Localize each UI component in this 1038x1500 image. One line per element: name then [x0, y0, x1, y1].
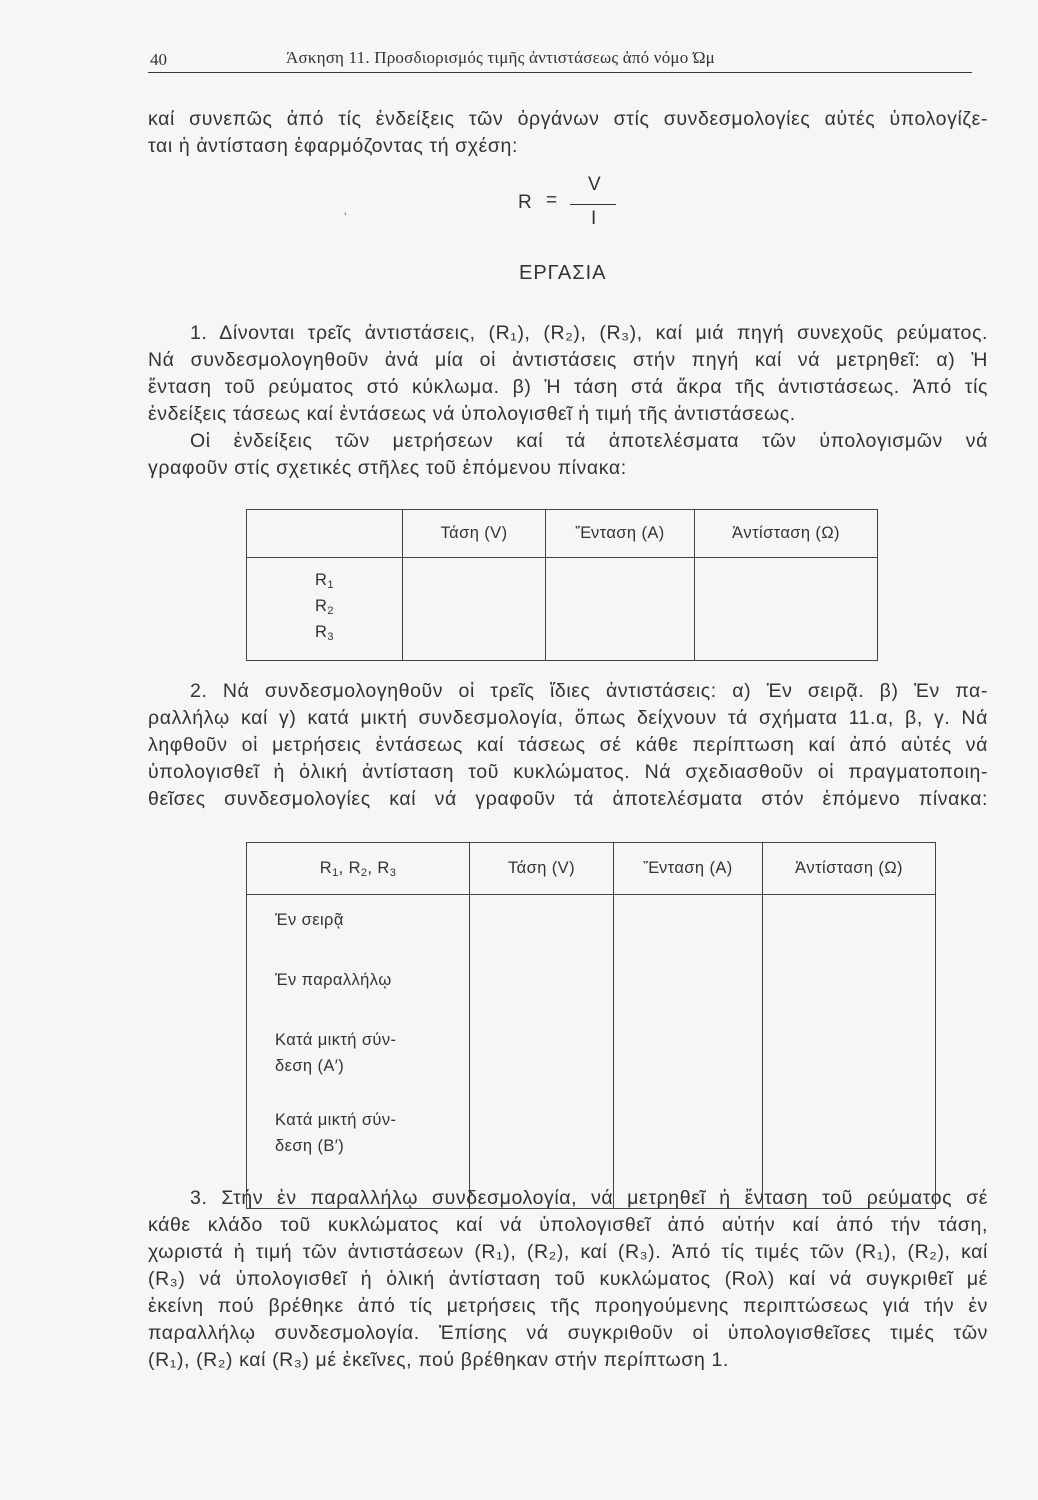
table2-header-resistance: Ἀντίσταση (Ω)	[763, 843, 936, 895]
task3-line-1: 3. Στήν ἐν παραλλήλῳ συνδεσμολογία, νά μετρηθεῖ ἡ ἔνταση τοῦ ρεύματος σέ	[190, 1187, 988, 1209]
task1-line-5: Οἱ ἐνδείξεις τῶν μετρήσεων καί τά ἀποτελέσματα τῶν ὑπολογισμῶν νά	[190, 430, 988, 452]
table1-body-row	[247, 558, 878, 661]
task3-line-5: ἐκείνη πού βρέθηκε ἀπό τίς μετρήσεις τῆς προηγούμενης περιπτώσεως γιά τήν ἐν	[148, 1295, 988, 1317]
table1-header-row	[247, 510, 878, 558]
task3-line-2: κάθε κλάδο τοῦ κυκλώματος καί νά ὑπολογισθεῖ ἀπό αὐτήν καί ἀπό τήν τάση,	[148, 1214, 988, 1236]
task2-line-2: ραλλήλῳ καί γ) κατά μικτή συνδεσμολογία, ὅπως δείχνουν τά σχήματα 11.α, β, γ. Νά	[148, 707, 988, 729]
table2-header-voltage: Τάση (V)	[470, 843, 614, 895]
table2-row-label-mixed-a: Κατά μικτή σύν- δεση (A′)	[275, 1031, 397, 1075]
table2-cell-voltage	[470, 895, 614, 1209]
task1-line-1: 1. Δίνονται τρεῖς ἀντιστάσεις, (R₁), (R₂), (R₃), καί μιά πηγή συνεχοῦς ρεύματος.	[190, 322, 988, 344]
task2-line-5: θεῖσες συνδεσμολογίες καί νά γραφοῦν τά ἀποτελέσματα στόν ἑπόμενο πίνακα:	[148, 788, 988, 810]
table1-header-voltage: Τάση (V)	[403, 510, 546, 558]
task2-line-4: ὑπολογισθεῖ ἡ ὁλική ἀντίσταση τοῦ κυκλώματος. Νά σχεδιασθοῦν οἱ πραγματοποιη-	[148, 761, 988, 783]
task1-line-3: ἔνταση τοῦ ρεύματος στό κύκλωμα. β) Ἡ τάση στά ἄκρα τῆς ἀντιστάσεως. Ἀπό τίς	[148, 376, 988, 398]
table2-row-label-parallel: Ἐν παραλλήλῳ	[275, 971, 392, 989]
formula-numerator: V	[588, 174, 601, 195]
table1-header-resistance: Ἀντίσταση (Ω)	[695, 510, 878, 558]
table2-cell-resistance	[763, 895, 936, 1209]
fraction-bar	[570, 204, 616, 205]
task3-line-7: (R₁), (R₂) καί (R₃) μέ ἐκεῖνες, πού βρέθηκαν στήν περίπτωση 1.	[148, 1349, 729, 1371]
table1-row-label: $R_3$	[315, 623, 334, 643]
page-header	[148, 44, 972, 73]
table1-cell-resistance	[695, 558, 878, 661]
intro-line-1: καί συνεπῶς ἀπό τίς ἐνδείξεις τῶν ὀργάνων στίς συνδεσμολογίες αὐτές ὑπολογίζε-	[148, 108, 988, 130]
table2-row-label-mixed-b: Κατά μικτή σύν- δεση (B′)	[275, 1111, 397, 1155]
table2-cell-current	[614, 895, 763, 1209]
formula-equals: =	[546, 190, 558, 211]
table1-row-labels	[247, 558, 403, 661]
print-speck: ʻ	[344, 210, 347, 224]
running-title: Άσκηση 11. Προσδιορισμός τιμῆς ἀντιστάσεως ἀπό νόμο Ώμ	[286, 48, 716, 67]
task2-line-1: 2. Νά συνδεσμολογηθοῦν οἱ τρεῖς ἴδιες ἀντιστάσεις: α) Ἐν σειρᾷ. β) Ἐν πα-	[190, 680, 988, 702]
section-heading: ΕΡΓΑΣΙΑ	[519, 262, 607, 284]
task1-line-6: γραφοῦν στίς σχετικές στῆλες τοῦ ἑπόμενου πίνακα:	[148, 457, 627, 479]
formula-lhs: R	[518, 192, 532, 213]
task3-line-3: χωριστά ἡ τιμή τῶν ἀντιστάσεων (R₁), (R₂), καί (R₃). Ἀπό τίς τιμές τῶν (R₁), (R₂), καί	[148, 1241, 988, 1263]
table2-header-resistors: $R_1$, $R_2$, $R_3$	[247, 843, 470, 895]
table1-cell-current	[546, 558, 695, 661]
table2-body-row	[247, 895, 936, 1209]
table1-header-blank	[247, 510, 403, 558]
table1-row-label: $R_2$	[315, 597, 334, 617]
task2-paragraph	[148, 678, 988, 813]
formula-denominator: I	[591, 208, 597, 229]
table1-header-current: Ἔνταση (A)	[546, 510, 695, 558]
task3-line-4: (R₃) νά ὑπολογισθεῖ ἡ ὁλική ἀντίσταση τοῦ κυκλώματος (Rολ) καί νά συγκριθεῖ μέ	[148, 1268, 988, 1290]
intro-line-2: ται ἡ ἀντίσταση ἐφαρμόζοντας τή σχέση:	[148, 135, 519, 157]
resistance-table-2	[246, 842, 936, 1209]
task3-paragraph	[148, 1185, 988, 1374]
table2-header-current: Ἔνταση (A)	[614, 843, 763, 895]
task1-paragraph	[148, 320, 988, 482]
task1-line-2: Νά συνδεσμολογηθοῦν ἀνά μία οἱ ἀντιστάσεις στήν πηγή καί νά μετρηθεῖ: α) Ἡ	[148, 349, 988, 371]
table2-row-labels	[247, 895, 470, 1209]
task3-line-6: παραλλήλῳ συνδεσμολογία. Ἐπίσης νά συγκριθοῦν οἱ ὑπολογισθεῖσες τιμές τῶν	[148, 1322, 988, 1344]
table2-row-label-series: Ἐν σειρᾷ	[275, 911, 344, 929]
task2-line-3: ληφθοῦν οἱ μετρήσεις ἐντάσεως καί τάσεως σέ κάθε περίπτωση καί ἀπό αὐτές νά	[148, 734, 988, 756]
intro-paragraph	[148, 106, 988, 160]
table2-header-row	[247, 843, 936, 895]
page-number: 40	[150, 50, 167, 69]
task1-line-4: ἐνδείξεις τάσεως καί ἐντάσεως νά ὑπολογισθεῖ ἡ τιμή τῆς ἀντιστάσεως.	[148, 403, 796, 425]
table1-cell-voltage	[403, 558, 546, 661]
resistance-table-1	[246, 509, 878, 661]
table1-row-label: $R_1$	[315, 571, 334, 591]
